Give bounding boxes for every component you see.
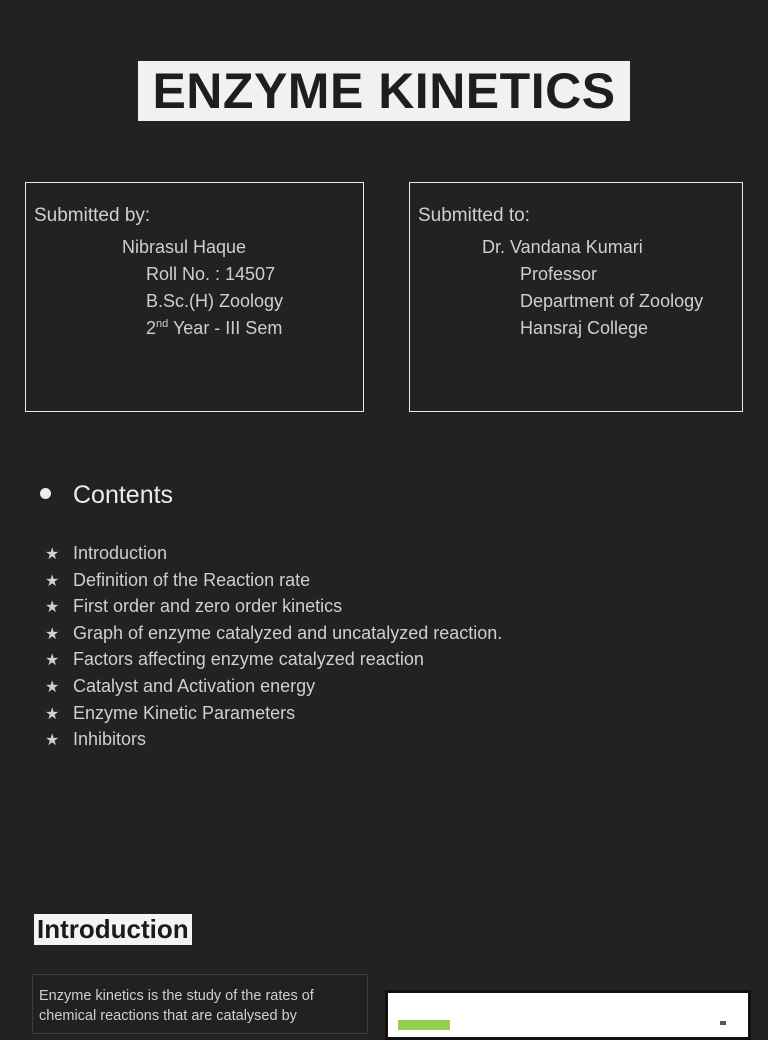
- year-number: 2: [146, 318, 157, 338]
- star-icon: ★: [45, 546, 60, 563]
- teacher-name: Dr. Vandana Kumari: [482, 237, 643, 257]
- list-item: [45, 570, 502, 597]
- list-item: [45, 729, 502, 756]
- submitted-to-box: [409, 182, 743, 412]
- star-icon: ★: [45, 732, 60, 750]
- star-icon: ★: [45, 652, 60, 670]
- list-item-text: Definition of the Reaction rate: [73, 569, 311, 590]
- introduction-text: Enzyme kinetics is the study of the rates of chemical reactions that are catalysed by: [32, 974, 368, 1034]
- star-icon: ★: [45, 678, 60, 696]
- student-name: Nibrasul Haque: [122, 237, 247, 257]
- diagram-image: [385, 990, 751, 1040]
- bullet-dot-icon: [40, 488, 51, 499]
- introduction-heading: Introduction: [34, 914, 192, 945]
- submitted-by-heading: Submitted by:: [34, 205, 151, 226]
- page-title: ENZYME KINETICS: [138, 61, 630, 121]
- list-item-text: Enzyme Kinetic Parameters: [73, 702, 296, 723]
- list-item-text: Inhibitors: [73, 729, 147, 750]
- contents-heading: [40, 481, 173, 510]
- teacher-designation: Professor: [520, 264, 598, 284]
- list-item: [45, 676, 502, 703]
- contents-heading-text: Contents: [73, 481, 174, 509]
- year-ordinal: nd: [156, 318, 169, 330]
- list-item: [45, 596, 502, 623]
- course-name: B.Sc.(H) Zoology: [146, 291, 284, 311]
- list-item-text: Factors affecting enzyme catalyzed reaction: [73, 649, 424, 670]
- list-item-text: Graph of enzyme catalyzed and uncatalyzed reaction.: [73, 622, 503, 643]
- list-item: [45, 649, 502, 676]
- submitted-by-box: [25, 182, 364, 412]
- star-icon: ★: [45, 572, 60, 590]
- submitted-to-heading: Submitted to:: [418, 205, 530, 226]
- list-item-text: First order and zero order kinetics: [73, 596, 343, 617]
- contents-list: [45, 543, 502, 756]
- star-icon: ★: [45, 625, 60, 643]
- list-item-text: Catalyst and Activation energy: [73, 675, 316, 696]
- teacher-college: Hansraj College: [520, 318, 649, 338]
- diagram-green-bar: [398, 1020, 450, 1030]
- star-icon: ★: [45, 705, 60, 723]
- diagram-mark: [720, 1021, 726, 1025]
- list-item: [45, 623, 502, 650]
- star-icon: ★: [45, 599, 60, 617]
- list-item-text: Introduction: [73, 543, 168, 563]
- list-item: [45, 543, 502, 570]
- teacher-department: Department of Zoology: [520, 291, 704, 311]
- year-semester: [146, 318, 282, 339]
- roll-number: Roll No. : 14507: [146, 264, 276, 284]
- year-rest: Year - III Sem: [168, 318, 283, 338]
- list-item: [45, 703, 502, 730]
